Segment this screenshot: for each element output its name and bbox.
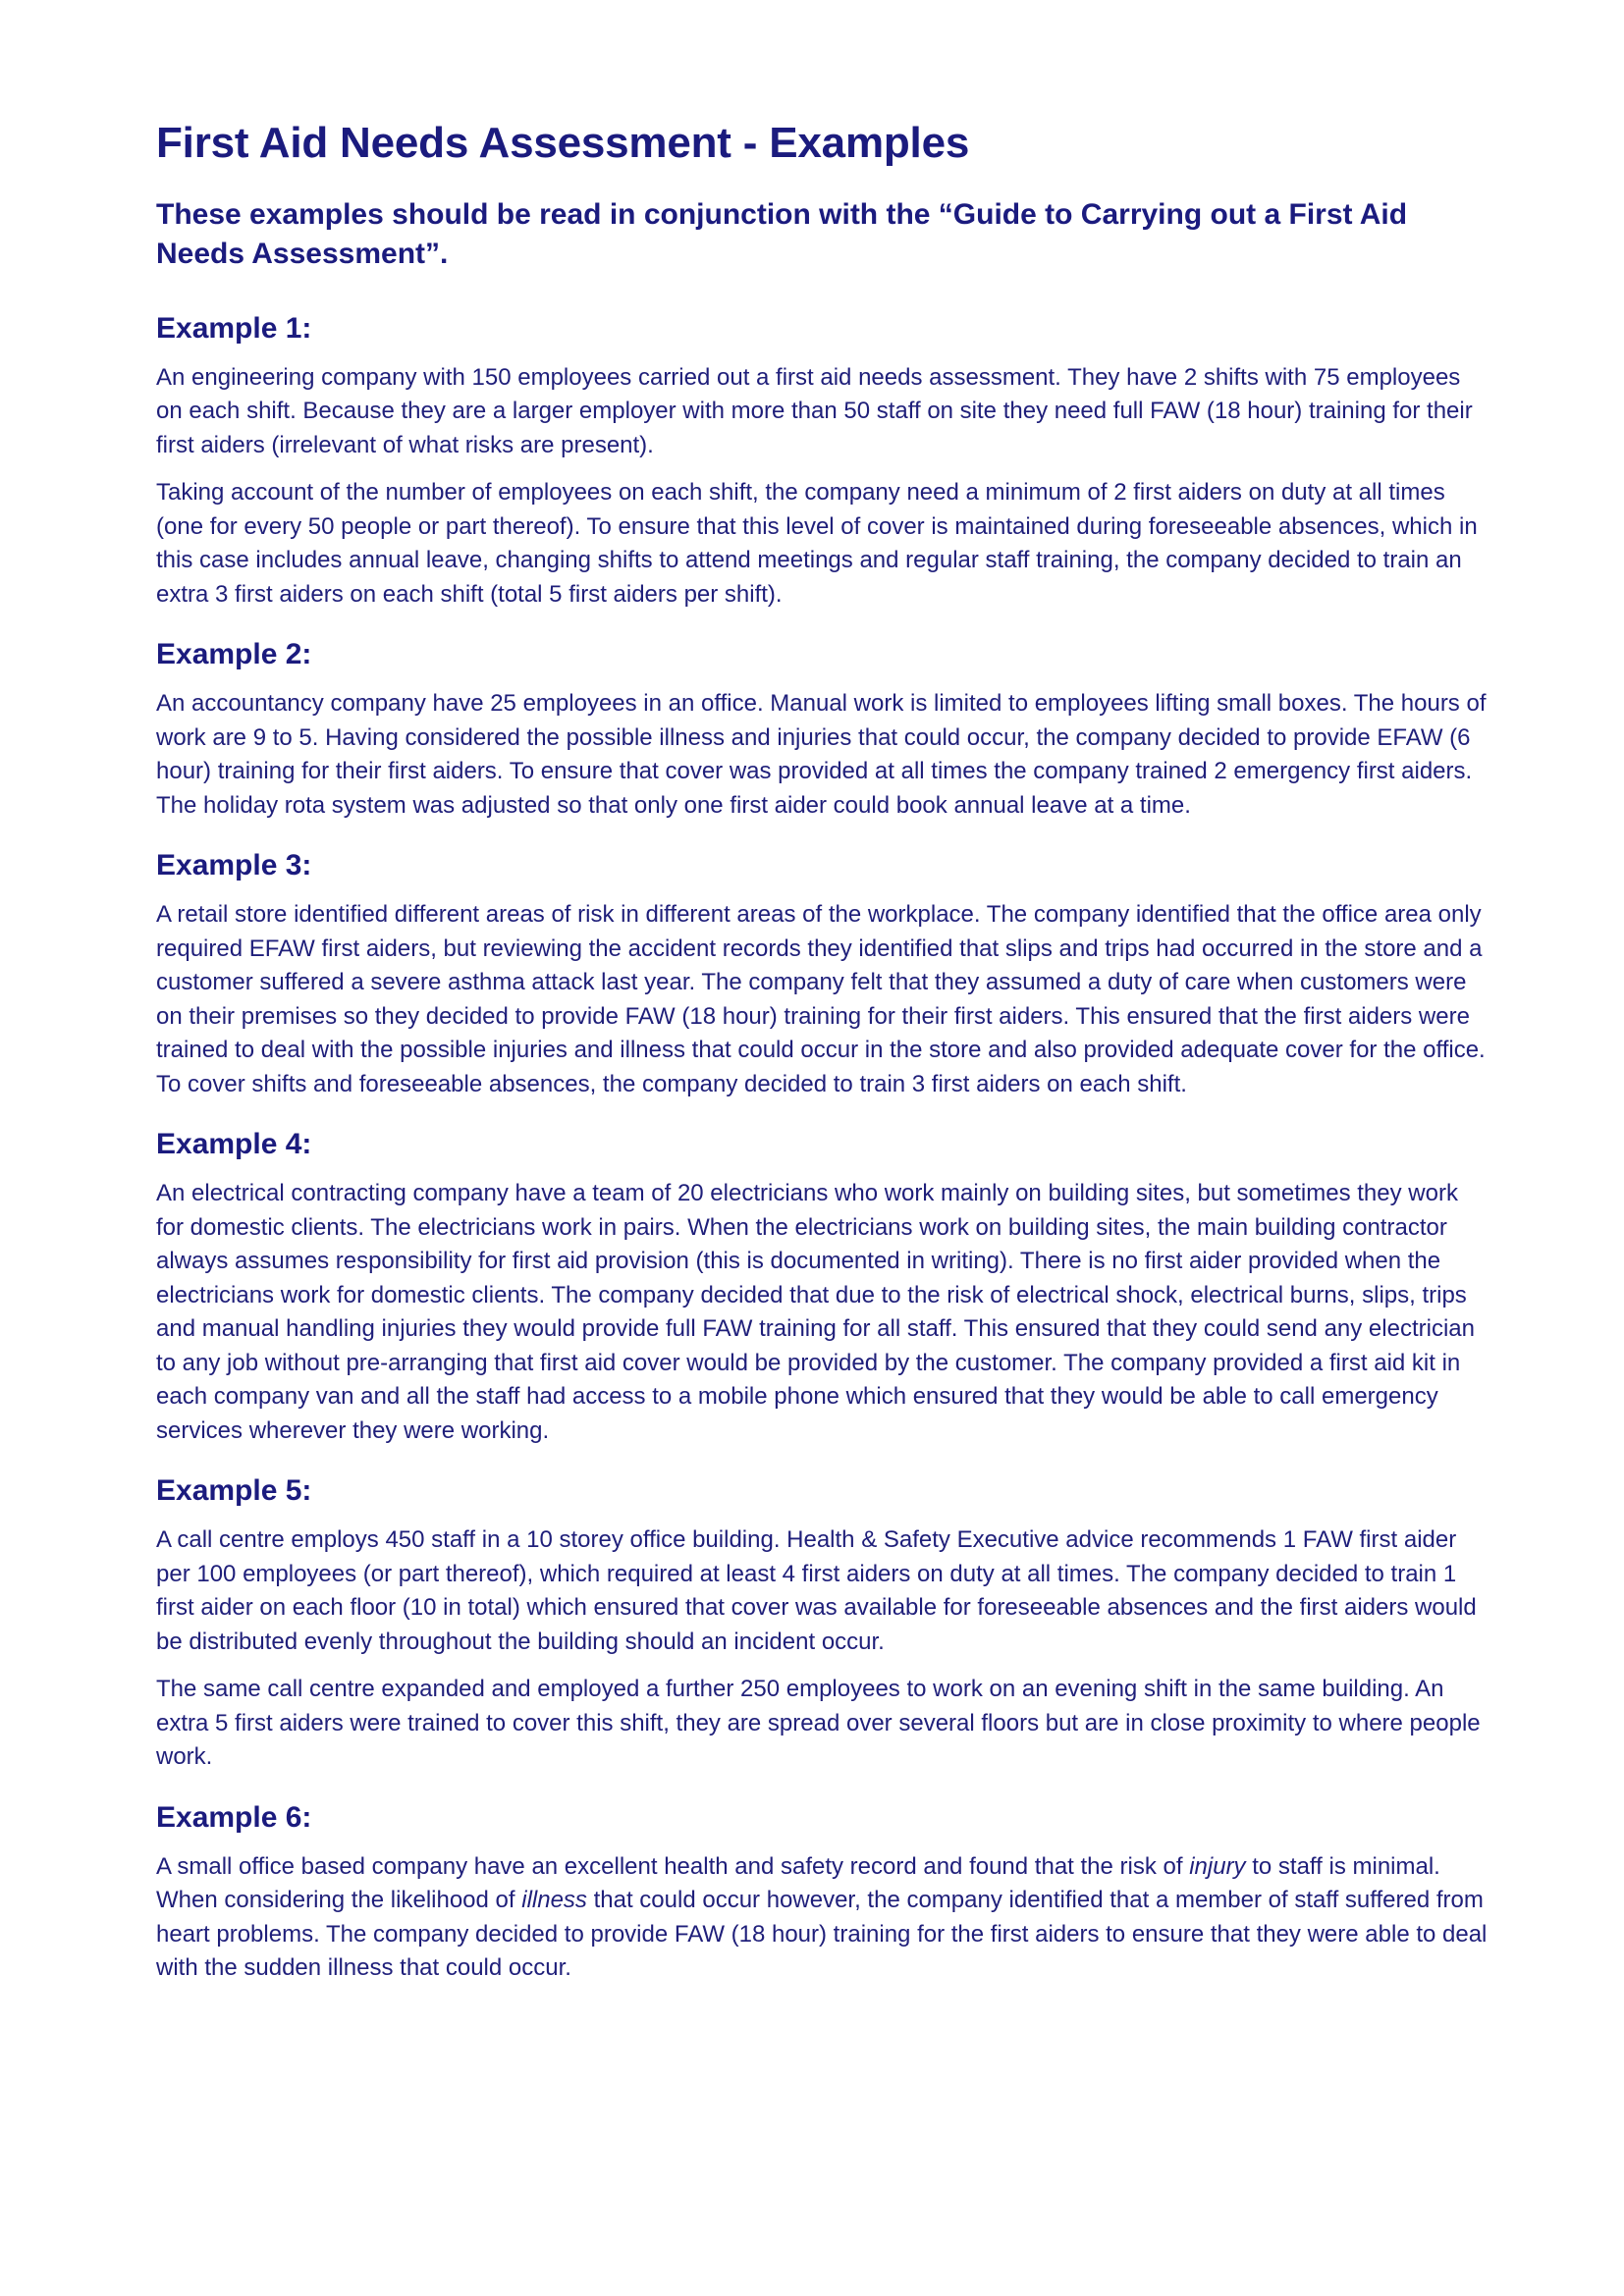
example-paragraph: A call centre employs 450 staff in a 10 storey office building. Health & Safety Executive advice recommends 1 FAW first aider per 100 employees (or part thereof), which required at least 4 first aiders on duty at all times. The company decided to train 1 first aider on each floor (10 in total) which ensured that cover was available for foreseeable absences and the first aiders would be distributed evenly throughout the building should an incident occur. [156, 1526, 1477, 1655]
example-paragraph: An electrical contracting company have a team of 20 electricians who work mainly on building sites, but sometimes they work for domestic clients. The electricians work in pairs. When the electricians work on building sites, the main building contractor always assumes responsibility for first aid provision (this is documented in writing). There is no first aider provided when the electricians work for domestic clients. The company decided that due to the risk of electrical shock, electrical burns, slips, trips and manual handling injuries they would provide full FAW training for all staff. This ensured that they could send any electrician to any job without pre-arranging that first aid cover would be provided by the customer. The company provided a first aid kit in each company van and all the staff had access to a mobile phone which ensured that they would be able to call emergency services wherever they were working. [156, 1180, 1475, 1444]
example-1 [156, 309, 1491, 613]
intro-note: These examples should be read in conjunction with the “Guide to Carrying out a First Aid Needs Assessment”. [156, 198, 1408, 270]
emphasis-injury: injury [1189, 1852, 1246, 1880]
example-paragraph: An engineering company with 150 employees carried out a first aid needs assessment. They have 2 shifts with 75 employees on each shift. Because they are a larger employer with more than 50 staff on site they need full FAW (18 hour) training for their first aiders (irrelevant of what risks are present). [156, 363, 1473, 458]
example-paragraph: An accountancy company have 25 employees in an office. Manual work is limited to employees lifting small boxes. The hours of work are 9 to 5. Having considered the possible illness and injuries that could occur, the company decided to provide EFAW (6 hour) training for their first aiders. To ensure that cover was provided at all times the company trained 2 emergency first aiders. The holiday rota system was adjusted so that only one first aider could book annual leave at a time. [156, 690, 1487, 819]
example-paragraph [156, 1850, 1491, 1986]
emphasis-illness: illness [521, 1887, 587, 1914]
example-heading: Example 1: [156, 311, 312, 345]
example-heading: Example 4: [156, 1128, 312, 1161]
example-3 [156, 846, 1491, 1101]
example-paragraph: Taking account of the number of employees on each shift, the company need a minimum of 2 first aiders on duty at all times (one for every 50 people or part thereof). To ensure that this level of cover is maintained during foreseeable absences, which in this case includes annual leave, changing shifts to attend meetings and regular staff training, the company decided to train an extra 3 first aiders on each shift (total 5 first aiders per shift). [156, 479, 1478, 608]
example-paragraph: A retail store identified different areas of risk in different areas of the workplace. The company identified that the office area only required EFAW first aiders, but reviewing the accident records they identified that slips and trips had occurred in the store and a customer suffered a severe asthma attack last year. The company felt that they assumed a duty of care when customers were on their premises so they decided to provide FAW (18 hour) training for their first aiders. This ensured that the first aiders were trained to deal with the possible injuries and illness that could occur in the store and also provided adequate cover for the office. To cover shifts and foreseeable absences, the company decided to train 3 first aiders on each shift. [156, 901, 1486, 1097]
example-paragraph: The same call centre expanded and employed a further 250 employees to work on an evening shift in the same building. An extra 5 first aiders were trained to cover this shift, they are spread over several floors but are in close proximity to where people work. [156, 1676, 1481, 1771]
example-heading: Example 3: [156, 849, 312, 882]
example-heading: Example 5: [156, 1474, 312, 1508]
document-page [156, 116, 1491, 2009]
text-run: that could occur however, the company identified that a member of staff suffered from heart problems. The company decided to provide FAW (18 hour) training for the first aiders to ensure that they were able to deal with the sudden illness that could occur. [156, 1887, 1488, 1982]
example-2 [156, 635, 1491, 823]
page-title: First Aid Needs Assessment - Examples [156, 119, 970, 167]
text-run: A small office based company have an excellent health and safety record and found that the risk of [156, 1852, 1190, 1880]
text-run: to staff is minimal. When considering the likelihood of [156, 1852, 1440, 1914]
example-heading: Example 6: [156, 1800, 312, 1834]
example-4 [156, 1125, 1491, 1448]
example-6 [156, 1798, 1491, 1986]
example-5 [156, 1471, 1491, 1775]
example-heading: Example 2: [156, 638, 312, 671]
